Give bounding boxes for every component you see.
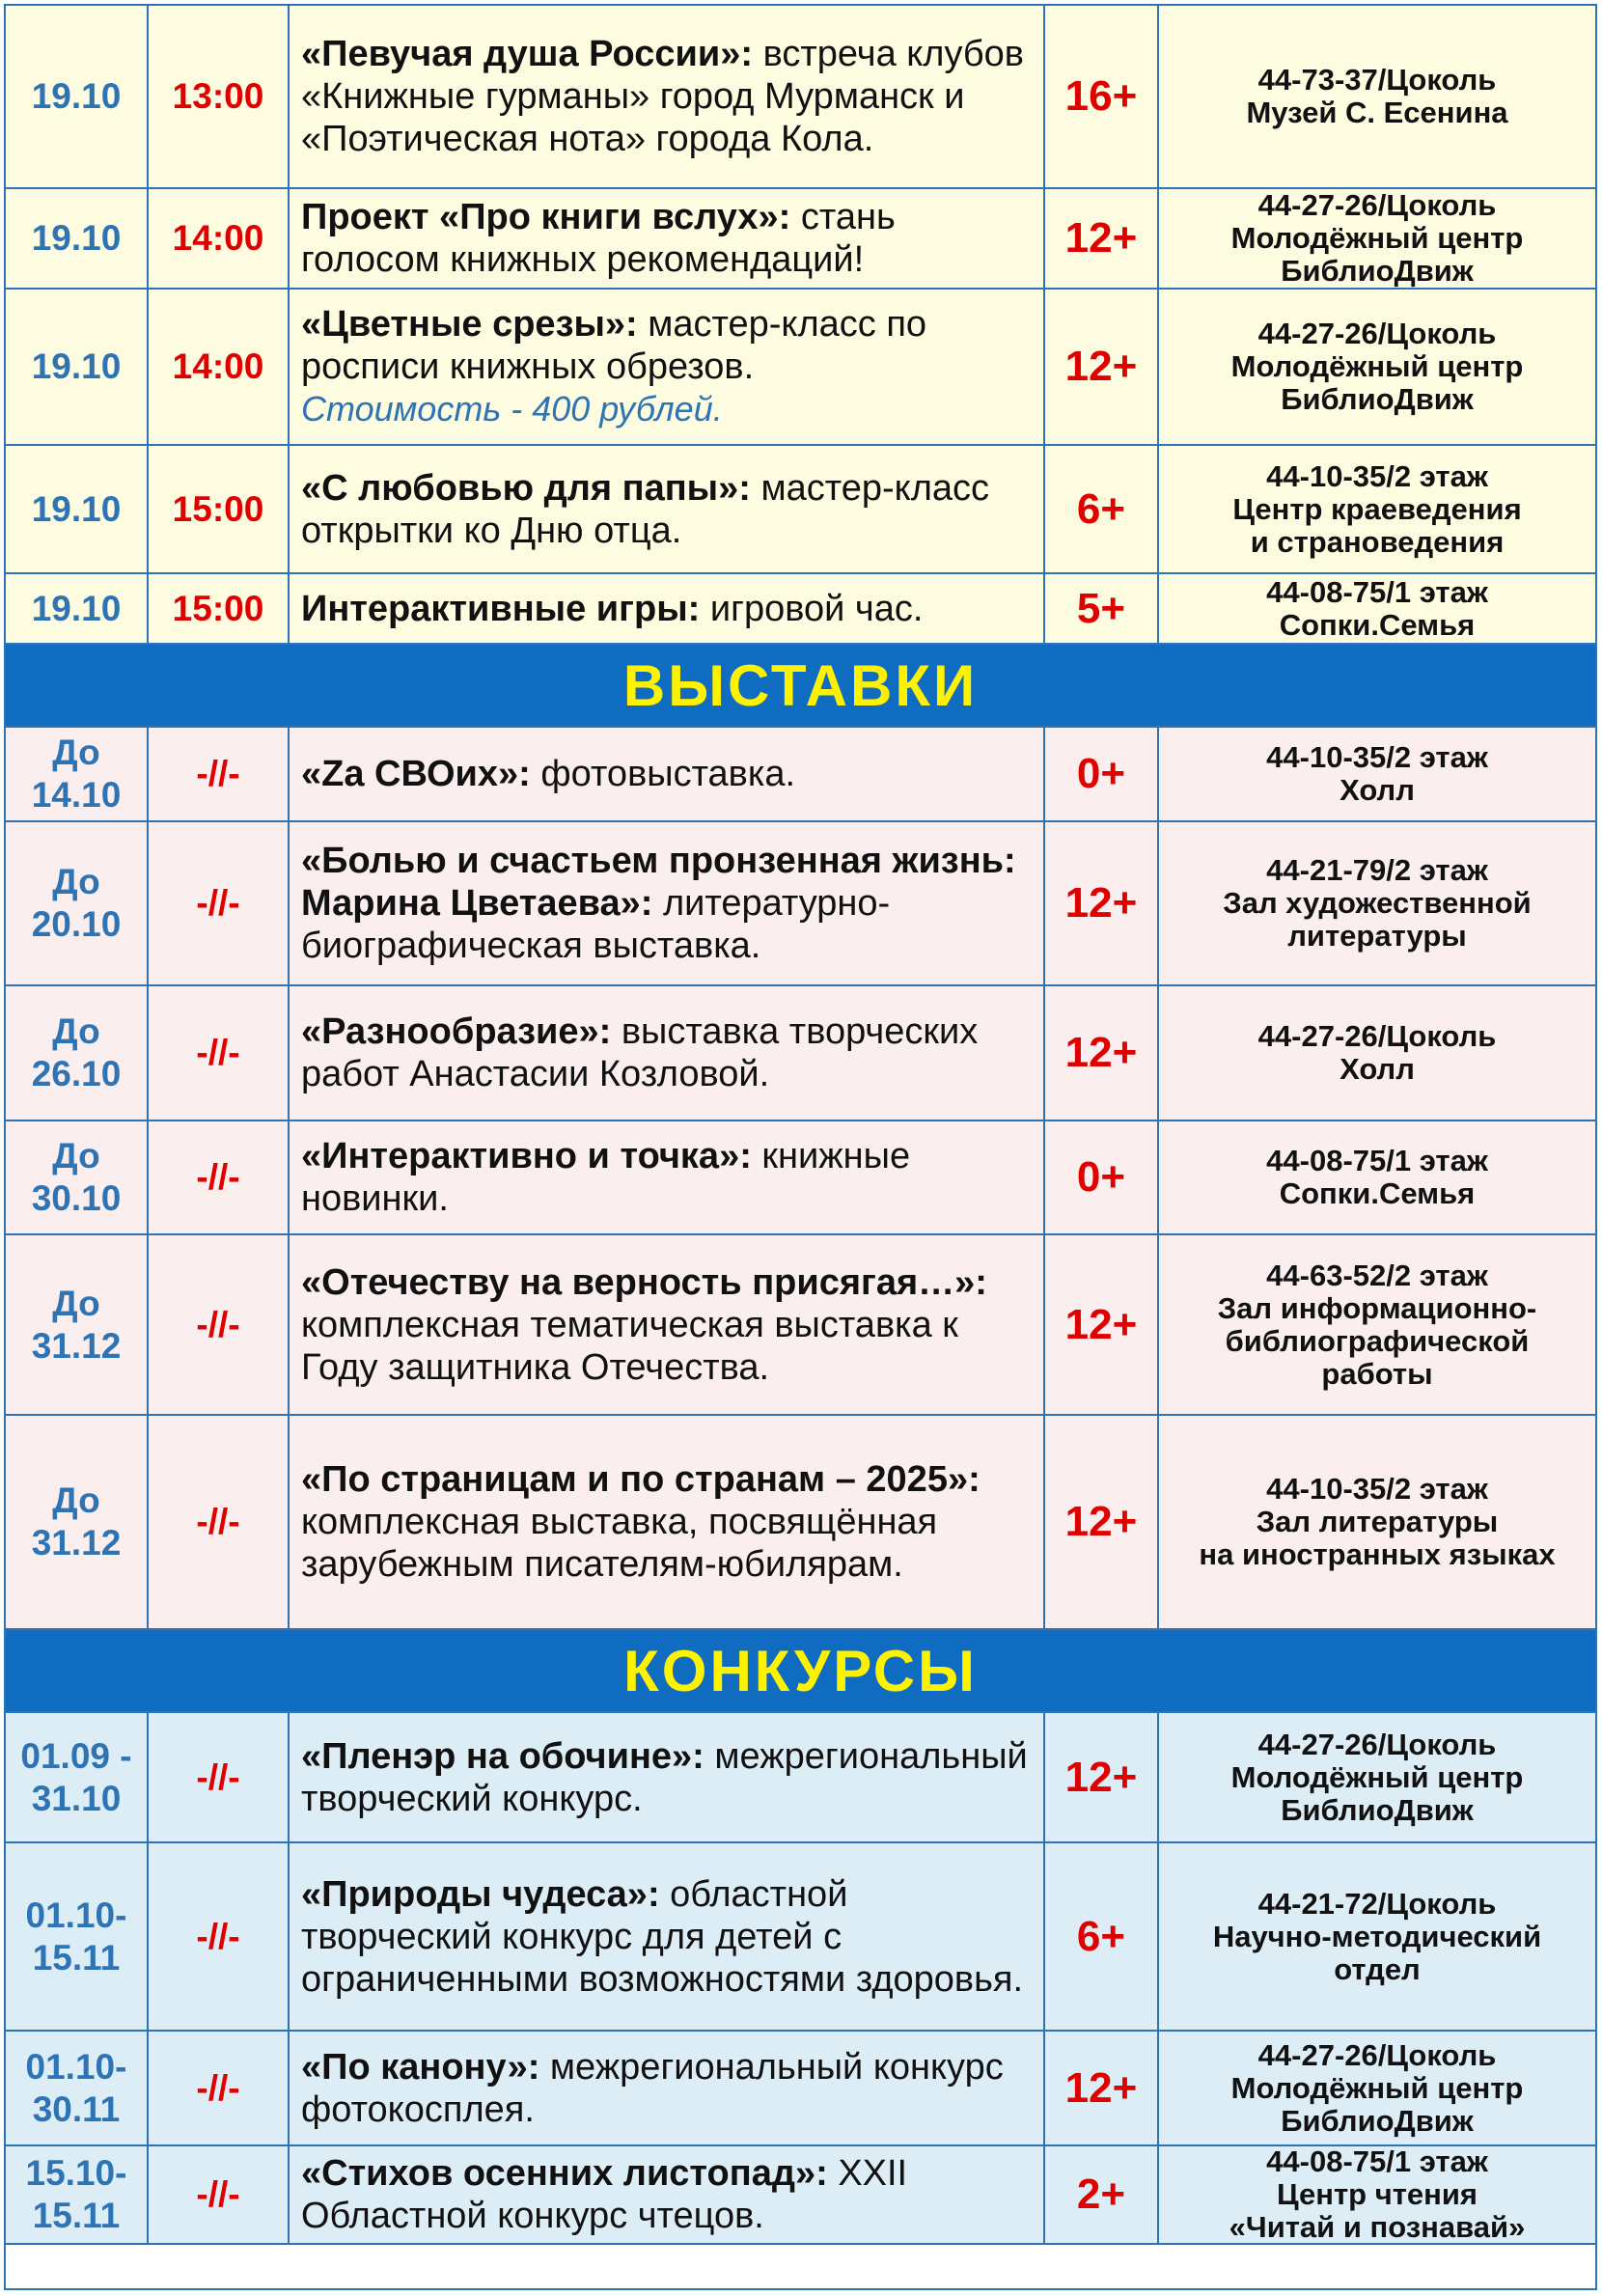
event-date: 01.10- 15.11: [25, 1895, 127, 1978]
age-rating-badge: 0+: [1076, 1153, 1126, 1201]
event-description: [301, 840, 1034, 967]
age-cell: [1045, 986, 1159, 1120]
section-title: КОНКУРСЫ: [623, 1638, 978, 1703]
age-rating-badge: 12+: [1064, 1029, 1138, 1076]
section-header: [6, 645, 1595, 728]
description-cell: [290, 1416, 1045, 1628]
event-description: [301, 467, 1034, 552]
age-cell: [1045, 290, 1159, 444]
event-date: 01.10- 30.11: [25, 2046, 127, 2129]
location-cell: [1159, 986, 1595, 1120]
description-cell: [290, 822, 1045, 984]
date-cell: [6, 2146, 149, 2243]
event-title: Интерактивные игры:: [301, 588, 701, 629]
age-rating-badge: 12+: [1064, 879, 1138, 927]
age-cell: [1045, 1843, 1159, 2030]
event-time: -//-: [196, 1757, 240, 1797]
time-cell: [149, 1713, 290, 1841]
age-cell: [1045, 1416, 1159, 1628]
event-title: «Певучая душа России»:: [301, 34, 754, 74]
event-details: игровой час.: [709, 588, 924, 629]
table-row: [6, 2146, 1595, 2245]
event-date: До 30.10: [31, 1136, 122, 1218]
event-title: «По страницам и по странам – 2025»:: [301, 1459, 981, 1500]
event-location: 44-10-35/2 этаж Холл: [1266, 740, 1488, 807]
table-row: [6, 6, 1595, 189]
event-title: «Пленэр на обочине»:: [301, 1735, 704, 1777]
event-description: [301, 1010, 1034, 1095]
description-cell: [290, 728, 1045, 820]
event-time: -//-: [196, 1304, 240, 1344]
event-date: 19.10: [31, 488, 122, 529]
event-location: 44-10-35/2 этаж Центр краеведения и страноведения: [1232, 458, 1522, 559]
age-cell: [1045, 1235, 1159, 1414]
event-location: 44-27-26/Цоколь Холл: [1257, 1019, 1497, 1086]
age-cell: [1045, 822, 1159, 984]
schedule-table: [4, 4, 1597, 2290]
event-title: «Разнообразие»:: [301, 1011, 612, 1052]
time-cell: [149, 6, 290, 187]
age-cell: [1045, 6, 1159, 187]
event-description: [301, 2046, 1034, 2131]
event-location: 44-10-35/2 этаж Зал литературы на иностранных языках: [1199, 1472, 1556, 1571]
description-cell: [290, 189, 1045, 288]
table-row: [6, 1121, 1595, 1235]
event-date: До 31.12: [31, 1283, 122, 1366]
event-title: «Отечеству на верность присягая…»:: [301, 1261, 987, 1303]
event-time: 13:00: [172, 76, 264, 116]
date-cell: [6, 1843, 149, 2030]
event-title: «Болью и счастьем пронзенная жизнь: Марина Цветаева»:: [301, 841, 1016, 924]
event-time: -//-: [196, 1916, 240, 1956]
event-location: 44-08-75/1 этаж Сопки.Семья: [1266, 1144, 1488, 1210]
event-title: «Интерактивно и точка»:: [301, 1136, 752, 1176]
event-location: 44-08-75/1 этаж Сопки.Семья: [1266, 574, 1488, 642]
table-row: [6, 290, 1595, 446]
event-description: [301, 2152, 1034, 2237]
time-cell: [149, 728, 290, 820]
age-cell: [1045, 1121, 1159, 1233]
event-description: [301, 1261, 1034, 1389]
description-cell: [290, 1843, 1045, 2030]
event-date: До 20.10: [31, 862, 122, 944]
description-cell: [290, 2146, 1045, 2243]
event-details: фотовыставка.: [540, 754, 796, 794]
event-description: [301, 303, 1034, 430]
age-rating-badge: 12+: [1064, 2063, 1138, 2112]
date-cell: [6, 290, 149, 444]
age-cell: [1045, 728, 1159, 820]
description-cell: [290, 446, 1045, 572]
location-cell: [1159, 2146, 1595, 2243]
location-cell: [1159, 728, 1595, 820]
time-cell: [149, 574, 290, 643]
description-cell: [290, 1713, 1045, 1841]
event-details: комплексная выставка, посвящённая зарубежным писателям-юбилярам.: [301, 1502, 938, 1585]
event-details: стань голосом книжных рекомендаций!: [301, 197, 896, 280]
age-rating-badge: 12+: [1064, 343, 1138, 390]
age-rating-badge: 0+: [1076, 750, 1126, 797]
event-location: 44-08-75/1 этаж Центр чтения «Читай и познавай»: [1229, 2146, 1526, 2243]
date-cell: [6, 574, 149, 643]
event-details: книжные новинки.: [301, 1136, 911, 1219]
event-date: 19.10: [31, 346, 122, 386]
age-cell: [1045, 574, 1159, 643]
event-title: «Стихов осенних листопад»:: [301, 2153, 828, 2194]
event-date: 19.10: [31, 76, 122, 116]
event-time: -//-: [196, 754, 240, 793]
table-row: [6, 1416, 1595, 1630]
event-title: «С любовью для папы»:: [301, 467, 751, 509]
event-time: -//-: [196, 883, 240, 923]
event-time: -//-: [196, 2067, 240, 2108]
age-cell: [1045, 446, 1159, 572]
event-cost: Стоимость - 400 рублей.: [301, 389, 723, 429]
age-cell: [1045, 2032, 1159, 2144]
table-row: [6, 189, 1595, 290]
table-row: [6, 2032, 1595, 2146]
event-description: [301, 1735, 1034, 1820]
event-location: 44-27-26/Цоколь Молодёжный центр БиблиоДвиж: [1230, 317, 1524, 416]
age-cell: [1045, 2146, 1159, 2243]
event-description: [301, 588, 923, 630]
age-rating-badge: 6+: [1076, 484, 1126, 533]
event-date: 19.10: [31, 218, 122, 258]
location-cell: [1159, 6, 1595, 187]
event-date: 01.09 - 31.10: [20, 1735, 132, 1818]
date-cell: [6, 1121, 149, 1233]
time-cell: [149, 1121, 290, 1233]
event-location: 44-73-37/Цоколь Музей С. Есенина: [1246, 63, 1508, 129]
time-cell: [149, 1235, 290, 1414]
event-location: 44-27-26/Цоколь Молодёжный центр БиблиоДвиж: [1230, 2037, 1524, 2138]
event-title: Проект «Про книги вслух»:: [301, 197, 791, 237]
table-row: [6, 822, 1595, 986]
time-cell: [149, 822, 290, 984]
event-details: мастер-класс открытки ко Дню отца.: [301, 467, 990, 551]
location-cell: [1159, 822, 1595, 984]
date-cell: [6, 446, 149, 572]
event-details: XXII Областной конкурс чтецов.: [301, 2153, 908, 2236]
event-title: «Природы чудеса»:: [301, 1873, 660, 1915]
table-row: [6, 728, 1595, 822]
event-time: -//-: [196, 1502, 240, 1541]
event-details: межрегиональный конкурс фотокосплея.: [301, 2046, 1004, 2130]
event-title: «По канону»:: [301, 2046, 540, 2088]
location-cell: [1159, 574, 1595, 643]
event-time: 15:00: [172, 488, 264, 529]
age-rating-badge: 6+: [1076, 1912, 1126, 1960]
age-rating-badge: 12+: [1064, 1498, 1138, 1545]
table-row: [6, 1713, 1595, 1843]
event-details: комплексная тематическая выставка к Году защитника Отечества.: [301, 1304, 958, 1388]
description-cell: [290, 986, 1045, 1120]
time-cell: [149, 290, 290, 444]
event-details: литературно-биографическая выставка.: [301, 883, 891, 966]
date-cell: [6, 822, 149, 984]
date-cell: [6, 1416, 149, 1628]
age-rating-badge: 12+: [1064, 214, 1138, 262]
event-details: мастер-класс по росписи книжных обрезов.: [301, 304, 927, 387]
event-location: 44-27-26/Цоколь Молодёжный центр БиблиоДвиж: [1230, 189, 1524, 288]
event-title: «Zа СВОих»:: [301, 754, 531, 794]
description-cell: [290, 290, 1045, 444]
event-details: межрегиональный творческий конкурс.: [301, 1735, 1028, 1819]
section-header: [6, 1630, 1595, 1713]
table-row: [6, 1235, 1595, 1416]
age-rating-badge: 5+: [1076, 584, 1126, 632]
event-details: встреча клубов «Книжные гурманы» город Мурманск и «Поэтическая нота» города Кола.: [301, 34, 1024, 159]
event-location: 44-21-72/Цоколь Научно-методический отдел: [1212, 1886, 1542, 1986]
event-date: До 26.10: [31, 1011, 122, 1093]
event-time: -//-: [196, 1157, 240, 1197]
location-cell: [1159, 1416, 1595, 1628]
event-details: выставка творческих работ Анастасии Козловой.: [301, 1011, 979, 1094]
time-cell: [149, 1416, 290, 1628]
location-cell: [1159, 1235, 1595, 1414]
date-cell: [6, 728, 149, 820]
age-rating-badge: 12+: [1064, 1300, 1138, 1348]
age-cell: [1045, 1713, 1159, 1841]
event-description: [301, 33, 1034, 160]
time-cell: [149, 2146, 290, 2243]
event-time: 14:00: [172, 218, 264, 258]
date-cell: [6, 6, 149, 187]
date-cell: [6, 1713, 149, 1841]
time-cell: [149, 1843, 290, 2030]
event-date: До 14.10: [31, 733, 122, 815]
location-cell: [1159, 1713, 1595, 1841]
section-title: ВЫСТАВКИ: [622, 652, 979, 718]
time-cell: [149, 2032, 290, 2144]
description-cell: [290, 6, 1045, 187]
description-cell: [290, 2032, 1045, 2144]
description-cell: [290, 1235, 1045, 1414]
location-cell: [1159, 446, 1595, 572]
event-description: [301, 1135, 1034, 1220]
event-date: 19.10: [31, 588, 122, 628]
time-cell: [149, 986, 290, 1120]
time-cell: [149, 446, 290, 572]
location-cell: [1159, 1121, 1595, 1233]
event-time: 15:00: [172, 588, 264, 628]
time-cell: [149, 189, 290, 288]
age-rating-badge: 16+: [1064, 72, 1138, 120]
location-cell: [1159, 189, 1595, 288]
location-cell: [1159, 290, 1595, 444]
age-rating-badge: 12+: [1064, 1753, 1138, 1801]
event-date: До 31.12: [31, 1480, 122, 1563]
event-description: [301, 196, 1034, 281]
event-description: [301, 1458, 1034, 1586]
event-location: 44-27-26/Цоколь Молодёжный центр БиблиоДвиж: [1230, 1727, 1524, 1827]
event-details: областной творческий конкурс для детей с ограниченными возможностями здоровья.: [301, 1873, 1024, 2000]
table-row: [6, 986, 1595, 1121]
description-cell: [290, 1121, 1045, 1233]
description-cell: [290, 574, 1045, 643]
age-rating-badge: 2+: [1076, 2171, 1126, 2218]
date-cell: [6, 1235, 149, 1414]
location-cell: [1159, 2032, 1595, 2144]
table-row: [6, 446, 1595, 574]
age-cell: [1045, 189, 1159, 288]
event-time: -//-: [196, 2174, 240, 2214]
location-cell: [1159, 1843, 1595, 2030]
date-cell: [6, 2032, 149, 2144]
event-location: 44-21-79/2 этаж Зал художественной литературы: [1223, 853, 1532, 953]
event-description: [301, 753, 795, 795]
event-time: -//-: [196, 1033, 240, 1072]
event-title: «Цветные срезы»:: [301, 304, 638, 345]
event-description: [301, 1873, 1034, 2001]
event-date: 15.10- 15.11: [25, 2153, 127, 2235]
event-location: 44-63-52/2 этаж Зал информационно- библиографической работы: [1217, 1258, 1537, 1391]
date-cell: [6, 986, 149, 1120]
event-time: 14:00: [172, 346, 264, 386]
table-row: [6, 1843, 1595, 2032]
date-cell: [6, 189, 149, 288]
table-row: [6, 574, 1595, 645]
